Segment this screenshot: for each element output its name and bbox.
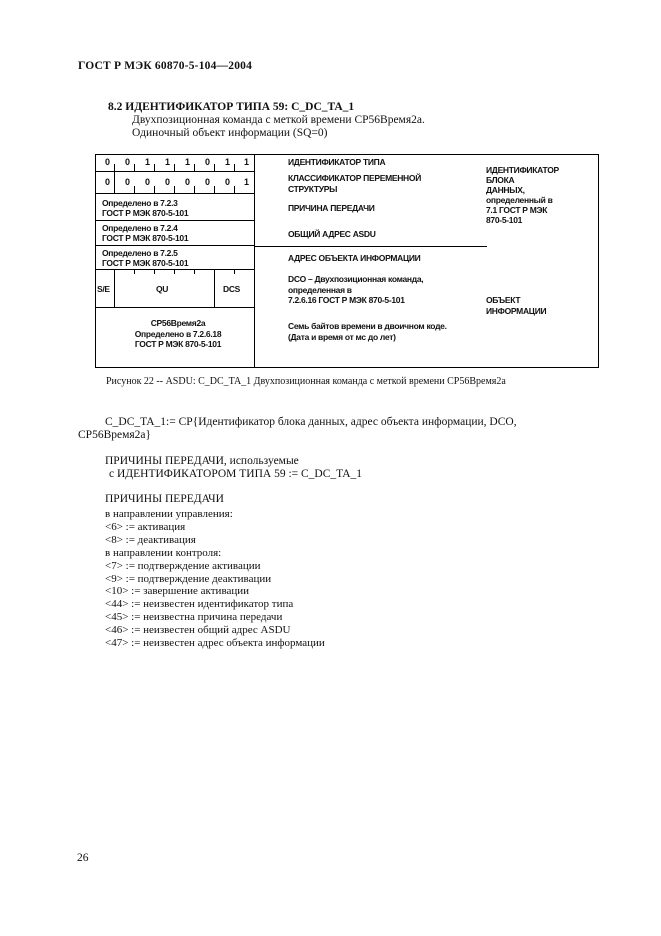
label-line: 7.2.6.16 ГОСТ Р МЭК 870-5-101 <box>288 295 405 305</box>
bits-row-var-struct <box>95 172 255 194</box>
time-tag-block <box>108 318 248 350</box>
row-separator <box>95 220 255 221</box>
bit-tick <box>214 186 215 194</box>
causes-list <box>105 508 325 650</box>
bit-tick <box>234 164 235 172</box>
bit-cell: 0 <box>144 177 150 187</box>
bit-tick <box>154 186 155 194</box>
list-item: в направлении контроля: <box>105 546 222 559</box>
bit-cell: 0 <box>124 177 130 187</box>
label-line: ДАННЫХ, <box>486 185 525 195</box>
label-line: 7.1 ГОСТ Р МЭК <box>486 205 548 215</box>
bit-tick <box>174 164 175 172</box>
bit-tick <box>174 269 175 274</box>
page-number: 26 <box>77 852 89 864</box>
bit-cell: 1 <box>164 157 170 167</box>
bit-tick <box>234 186 235 194</box>
se-field: S/E <box>97 284 110 294</box>
bit-tick <box>154 164 155 172</box>
section-subtitle-2: Одиночный объект информации (SQ=0) <box>132 127 328 139</box>
bit-tick <box>134 269 135 274</box>
label-line: DCO – Двухпозиционная команда, <box>288 274 424 284</box>
list-item: <45> := неизвестна причина передачи <box>105 611 283 624</box>
figure-right-border <box>598 154 599 368</box>
def-line: ГОСТ Р МЭК 870-5-101 <box>102 208 189 218</box>
time-line: CP56Время2а <box>150 318 206 328</box>
bit-cell: 0 <box>104 157 110 167</box>
bit-cell: 0 <box>204 157 210 167</box>
time-line: Определено в 7.2.6.18 <box>134 328 222 339</box>
bit-tick <box>194 186 195 194</box>
label-ioa: АДРЕС ОБЪЕКТА ИНФОРМАЦИИ <box>288 253 421 263</box>
dcs-field: DCS <box>223 284 241 294</box>
list-item: <7> := подтверждение активации <box>105 559 261 572</box>
label-info-object <box>486 295 546 317</box>
section-title: 8.2 ИДЕНТИФИКАТОР ТИПА 59: C_DC_TA_1 <box>108 101 355 113</box>
bit-divider <box>114 276 115 307</box>
causes-used-line-1: ПРИЧИНЫ ПЕРЕДАЧИ, используемые <box>105 455 299 467</box>
label-line: СТРУКТУРЫ <box>288 184 338 194</box>
label-dco <box>288 274 423 306</box>
label-line: определенная в <box>288 284 352 295</box>
bit-cell: 0 <box>164 177 170 187</box>
bit-tick <box>134 164 135 172</box>
bit-tick <box>114 269 115 276</box>
time-line: ГОСТ Р МЭК 870-5-101 <box>134 339 222 349</box>
bit-tick <box>114 164 115 172</box>
ioa-definition <box>102 248 188 268</box>
common-addr-definition <box>102 223 188 243</box>
bit-cell: 0 <box>204 177 210 187</box>
bit-cell: 1 <box>144 157 150 167</box>
list-item: <46> := неизвестен общий адрес ASDU <box>105 624 291 637</box>
label-time <box>288 321 447 343</box>
list-item: в направлении управления: <box>105 508 233 520</box>
bit-cell: 0 <box>224 177 230 187</box>
label-line: ОБЪЕКТ <box>486 295 521 305</box>
causes-title: ПРИЧИНЫ ПЕРЕДАЧИ <box>105 493 224 505</box>
list-item: <9> := подтверждение деактивации <box>105 572 272 585</box>
bits-row-type-id <box>95 154 255 172</box>
bit-tick <box>154 269 155 274</box>
label-line: БЛОКА <box>486 175 515 185</box>
bit-tick <box>194 269 195 274</box>
bit-cell: 0 <box>104 177 110 187</box>
list-item: <10> := завершение активации <box>105 585 250 598</box>
label-var-struct <box>288 173 421 195</box>
label-line: КЛАССИФИКАТОР ПЕРЕМЕННОЙ <box>288 173 422 183</box>
label-line: Семь байтов времени в двоичном коде. <box>288 321 447 331</box>
bit-cell: 1 <box>243 177 249 187</box>
figure-bottom-border <box>95 367 599 368</box>
bit-divider <box>214 269 215 307</box>
label-line: (Дата и время от мс до лет) <box>288 332 396 342</box>
bit-cell: 0 <box>124 157 130 167</box>
list-item: <47> := неизвестен адрес объекта информации <box>105 637 325 650</box>
bit-tick <box>134 186 135 194</box>
section-subtitle-1: Двухпозиционная команда с меткой времени СР56Время2а. <box>132 114 425 126</box>
bit-tick <box>214 164 215 172</box>
def-line: Определено в 7.2.5 <box>102 248 178 258</box>
bit-tick <box>174 186 175 194</box>
label-line: ИДЕНТИФИКАТОР <box>486 165 559 175</box>
bit-cell: 1 <box>243 157 249 167</box>
row-separator <box>95 307 255 308</box>
label-line: определенный в <box>486 195 553 205</box>
label-line: 870-5-101 <box>486 215 523 225</box>
def-line: Определено в 7.2.3 <box>102 198 178 208</box>
label-type-id: ИДЕНТИФИКАТОР ТИПА <box>288 157 386 167</box>
figure-caption: Рисунок 22 -- ASDU: C_DC_TA_1 Двухпозиционная команда с меткой времени CP56Время2а <box>106 376 506 387</box>
label-common-addr: ОБЩИЙ АДРЕС ASDU <box>288 229 376 239</box>
formula-line-1: C_DC_TA_1:= CP{Идентификатор блока данных, адрес объекта информации, DCO, <box>105 416 517 428</box>
list-item: <8> := деактивация <box>105 533 196 546</box>
def-line: Определено в 7.2.4 <box>102 223 178 233</box>
def-line: ГОСТ Р МЭК 870-5-101 <box>102 258 189 268</box>
causes-used-line-2: с ИДЕНТИФИКАТОРОМ ТИПА 59 := C_DC_TA_1 <box>109 468 363 480</box>
bit-divider <box>114 172 115 194</box>
cot-definition <box>102 198 188 218</box>
label-line: ИНФОРМАЦИИ <box>486 306 547 316</box>
bit-tick <box>194 164 195 172</box>
qu-field: QU <box>156 284 169 294</box>
bit-tick <box>234 269 235 274</box>
row-separator <box>95 245 255 246</box>
list-item: <44> := неизвестен идентификатор типа <box>105 598 294 611</box>
label-cot: ПРИЧИНА ПЕРЕДАЧИ <box>288 203 375 213</box>
bit-cell: 1 <box>224 157 230 167</box>
label-data-unit-id <box>486 165 559 225</box>
data-unit-separator <box>254 246 487 247</box>
list-item: <6> := активация <box>105 520 186 533</box>
bit-cell: 0 <box>184 177 190 187</box>
row-separator <box>95 269 255 270</box>
formula-line-2: CP56Время2а} <box>78 429 152 441</box>
def-line: ГОСТ Р МЭК 870-5-101 <box>102 233 189 243</box>
bit-cell: 1 <box>184 157 190 167</box>
document-header: ГОСТ Р МЭК 60870-5-104—2004 <box>78 60 253 72</box>
